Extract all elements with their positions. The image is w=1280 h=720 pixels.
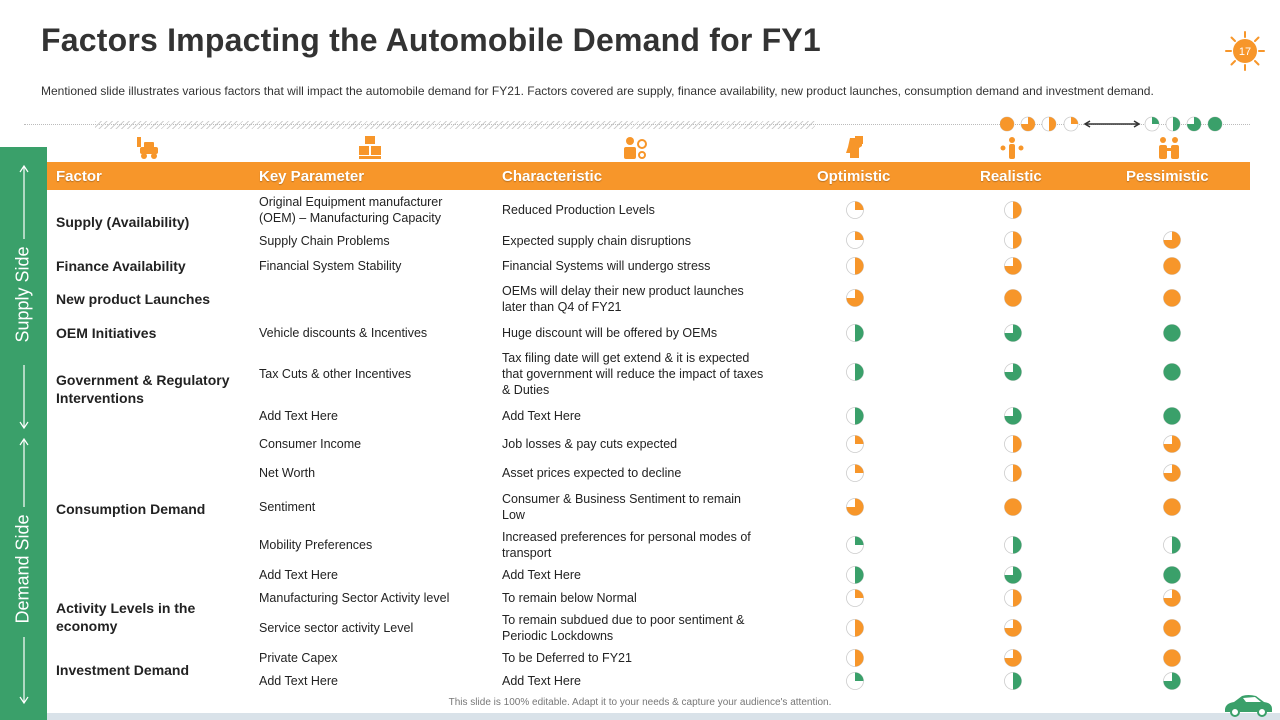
table-row-characteristic: Add Text Here [502, 409, 581, 423]
rating-dot [1164, 364, 1181, 381]
table-row-parameter: Sentiment [259, 500, 316, 514]
table-row-characteristic: Consumer & Business Sentiment to remain Low [502, 492, 741, 522]
table-row-parameter: Net Worth [259, 466, 316, 480]
rating-dot [847, 673, 864, 690]
rating-dot [847, 567, 864, 584]
rating-dot [847, 499, 864, 516]
rating-dot [1005, 537, 1022, 554]
worker-gear-icon [624, 137, 646, 159]
table-row-characteristic: To remain subdued due to poor sentiment & Periodic Lockdowns [502, 613, 745, 643]
demand-side-label: Demand Side [12, 514, 33, 624]
factor-label: Finance Availability [56, 258, 186, 274]
table-row-characteristic: OEMs will delay their new product launches later than Q4 of FY21 [502, 284, 744, 314]
hatch-decoration [95, 121, 815, 129]
header-realistic: Realistic [980, 168, 1042, 185]
factor-label: New product Launches [56, 291, 211, 307]
table-row-characteristic: To remain below Normal [502, 591, 637, 605]
rating-dot [1005, 202, 1022, 219]
header-key-parameter: Key Parameter [259, 168, 365, 185]
rating-dot [1164, 650, 1181, 667]
rating-dot [1005, 499, 1022, 516]
table-row-parameter: Vehicle discounts & Incentives [259, 326, 428, 340]
factor-label: Activity Levels in the economy [56, 600, 196, 634]
table-row-parameter: Add Text Here [259, 674, 338, 688]
table-row-characteristic: Financial Systems will undergo stress [502, 259, 711, 273]
table-row-characteristic: Add Text Here [502, 568, 581, 582]
bottom-strip [47, 713, 1280, 720]
table-row-characteristic: Huge discount will be offered by OEMs [502, 326, 718, 340]
legend-dot [1042, 117, 1056, 131]
table-row-characteristic: Asset prices expected to decline [502, 466, 682, 480]
rating-dot [1164, 673, 1181, 690]
rating-dot [1005, 408, 1022, 425]
rating-dot [1005, 232, 1022, 249]
header-optimistic: Optimistic [817, 168, 891, 185]
rating-dot [1164, 408, 1181, 425]
legend-dot [1064, 117, 1078, 131]
rating-dot [847, 465, 864, 482]
footer-note: This slide is 100% editable. Adapt it to your needs & capture your audience's attention. [448, 697, 832, 708]
rating-dot [847, 232, 864, 249]
rating-dot [847, 290, 864, 307]
table-row-parameter: Original Equipment manufacturer (OEM) – Manufacturing Capacity [259, 195, 443, 225]
rating-dot [1005, 290, 1022, 307]
table-row-parameter: Tax Cuts & other Incentives [259, 367, 412, 381]
table-row-parameter: Consumer Income [259, 437, 362, 451]
legend-dot [1021, 117, 1035, 131]
rating-dot [1005, 436, 1022, 453]
side-arrows [0, 147, 47, 720]
table-row-characteristic: Add Text Here [502, 674, 581, 688]
rating-dot [847, 620, 864, 637]
rating-legend [1000, 116, 1225, 132]
legend-arrow [1085, 121, 1139, 127]
rating-dot [1005, 465, 1022, 482]
table-row-parameter: Mobility Preferences [259, 538, 373, 552]
people-network-icon [1001, 137, 1024, 159]
rating-dot [1005, 325, 1022, 342]
supply-side-label: Supply Side [12, 246, 33, 343]
rating-dot [1164, 436, 1181, 453]
legend-dot [1187, 117, 1201, 131]
table-row-parameter: Manufacturing Sector Activity level [259, 591, 450, 605]
rating-dot [1164, 620, 1181, 637]
rating-dot [1164, 567, 1181, 584]
rating-dot [1005, 590, 1022, 607]
rating-dot [1164, 290, 1181, 307]
rating-dot [1005, 620, 1022, 637]
header-icons [47, 134, 1250, 162]
page-number: 17 [1238, 46, 1252, 58]
rating-dot [1005, 673, 1022, 690]
table-row-parameter: Supply Chain Problems [259, 234, 390, 248]
factor-label: Government & Regulatory Interventions [56, 372, 230, 406]
rating-dot [1164, 499, 1181, 516]
table-row-characteristic: Reduced Production Levels [502, 203, 655, 217]
rating-dot [847, 258, 864, 275]
rating-dot [847, 436, 864, 453]
header-pessimistic: Pessimistic [1126, 168, 1209, 185]
car-icon [1222, 693, 1274, 717]
legend-dot [1000, 117, 1014, 131]
table-row-parameter: Service sector activity Level [259, 621, 414, 635]
legend-dot [1208, 117, 1222, 131]
factor-label: Consumption Demand [56, 501, 206, 517]
table-row-parameter: Add Text Here [259, 568, 338, 582]
rating-dot [1005, 567, 1022, 584]
table-row-parameter: Financial System Stability [259, 259, 402, 273]
rating-dot [1164, 465, 1181, 482]
legend-dot [1145, 117, 1159, 131]
table-header [47, 162, 1250, 190]
handshake-people-icon [1159, 137, 1179, 159]
table-row-characteristic: Increased preferences for personal modes of transport [502, 530, 751, 560]
rating-dot [1164, 232, 1181, 249]
rating-dot [1164, 537, 1181, 554]
table-row-parameter: Add Text Here [259, 409, 338, 423]
table-row-characteristic: Job losses & pay cuts expected [502, 437, 678, 451]
rating-dot [847, 650, 864, 667]
factor-label: Supply (Availability) [56, 214, 190, 230]
table-row-characteristic: Expected supply chain disruptions [502, 234, 692, 248]
slide-title: Factors Impacting the Automobile Demand for FY1 [41, 22, 821, 58]
rating-dot [1164, 590, 1181, 607]
boxes-icon [359, 136, 381, 159]
table-row-characteristic: Tax filing date will get extend & it is expected that government will reduce the impact of taxes & Duties [502, 351, 764, 397]
rating-dot [847, 590, 864, 607]
sun-page-badge-icon [1224, 30, 1266, 72]
header-characteristic: Characteristic [502, 168, 603, 185]
rating-dot [1005, 364, 1022, 381]
rating-dot [847, 325, 864, 342]
factor-label: Investment Demand [56, 662, 190, 678]
rating-dot [847, 537, 864, 554]
legend-dot [1166, 117, 1180, 131]
slide-description: Mentioned slide illustrates various factors that will impact the automobile demand for FY21. Factors covered are supply, finance availability, new product launches, consumption demand and investment demand. [41, 84, 1154, 98]
rating-dot [847, 202, 864, 219]
rating-dot [1005, 258, 1022, 275]
header-factor: Factor [56, 168, 102, 185]
rating-dot [1164, 258, 1181, 275]
car-mechanic-icon [137, 137, 158, 159]
rating-dot [847, 364, 864, 381]
head-check-icon [846, 136, 863, 158]
rating-dot [1005, 650, 1022, 667]
table-row-characteristic: To be Deferred to FY21 [502, 651, 632, 665]
rating-dot [847, 408, 864, 425]
rating-dot [1164, 325, 1181, 342]
table-row-parameter: Private Capex [259, 651, 338, 665]
factor-label: OEM Initiatives [56, 325, 157, 341]
